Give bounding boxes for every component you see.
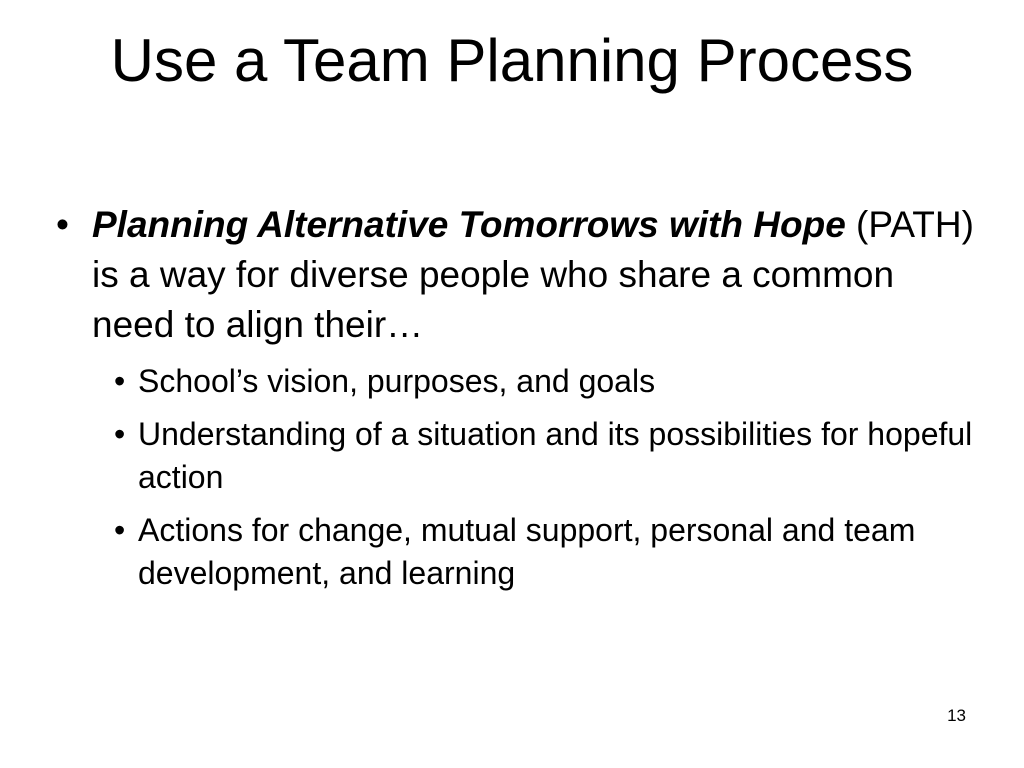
sub-bullet-item bbox=[92, 413, 976, 499]
sub-bullet-item bbox=[92, 360, 976, 403]
bullet-emphasis-text: Planning Alternative Tomorrows with Hope bbox=[92, 204, 846, 245]
sub-bullet-list bbox=[92, 360, 976, 595]
bullet-icon: • bbox=[114, 363, 126, 399]
sub-bullet-text: Actions for change, mutual support, personal and team development, and learning bbox=[138, 512, 916, 591]
main-bullet-item bbox=[56, 200, 976, 595]
bullet-body-text: (PATH) is a way for diverse people who share a common need to align their… bbox=[92, 204, 974, 345]
bullet-icon: • bbox=[114, 416, 126, 452]
sub-bullet-text: School’s vision, purposes, and goals bbox=[138, 363, 656, 399]
page-number: 13 bbox=[947, 706, 966, 725]
bullet-list bbox=[56, 200, 976, 605]
bullet-icon: • bbox=[56, 204, 69, 245]
sub-bullet-item bbox=[92, 509, 976, 595]
slide-title: Use a Team Planning Process bbox=[110, 27, 914, 94]
sub-bullet-text: Understanding of a situation and its possibilities for hopeful action bbox=[138, 416, 973, 495]
bullet-icon: • bbox=[114, 512, 126, 548]
